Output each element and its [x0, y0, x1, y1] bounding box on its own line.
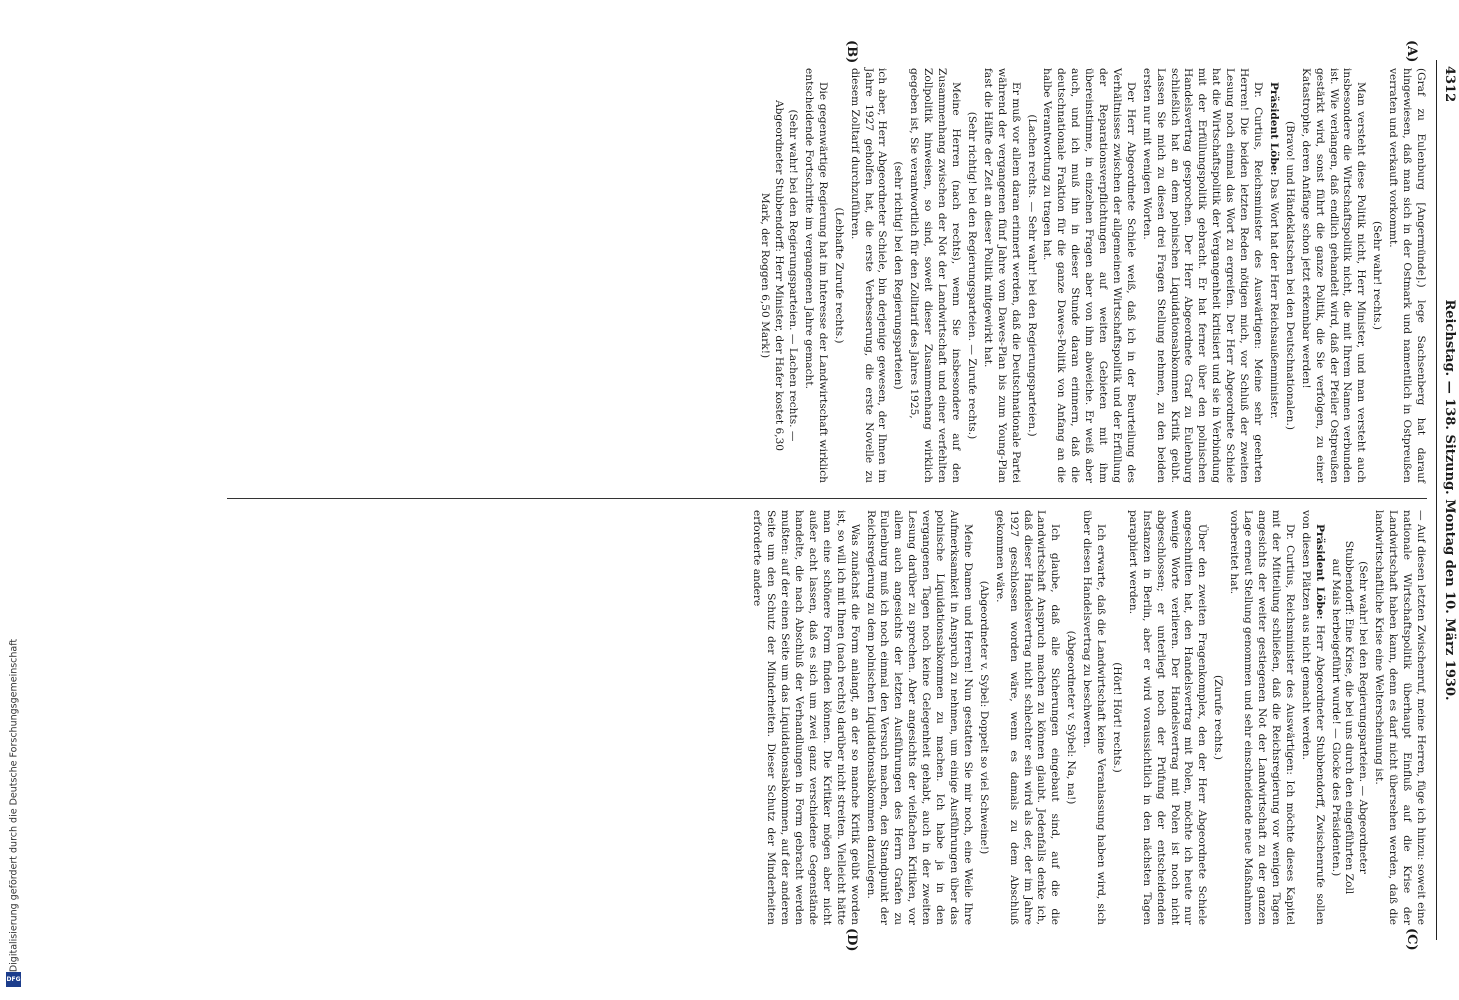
interjection: (Sehr wahr! bei den Regierungsparteien. — Abgeordneter Stubbendorff: Eine Krise, die bei uns durch den eingeführten Zoll auf Mais herbeigeführt wurde! — Glocke des Präsidenten.) — [1329, 540, 1370, 895]
interjection: (Sehr wahr! rechts.) — [1371, 220, 1384, 331]
interjection: (Bravo! und Händeklatschen bei den Deutschnationalen.) — [1283, 121, 1296, 430]
interjection: (Zurufe rechts.) — [1212, 674, 1225, 761]
page-header — [1436, 60, 1459, 940]
interjection: (Sehr richtig! bei den Regierungsparteien. — Zurufe rechts.) — [965, 111, 978, 440]
speaker-name: Präsident Löbe: — [1313, 524, 1326, 620]
speech-text: Herr Abgeordneter Stubbendorff, Zwischenrufe sollen von diesen Plätzen aus nicht gemacht werden. — [1299, 510, 1326, 925]
page-title: Reichstag. — 138. Sitzung. Montag den 10. März 1930. — [1442, 299, 1457, 701]
interjection: (Abgeordneter v. Sybel: Doppelt so viel Schweine!) — [977, 580, 990, 855]
margin-marker-c: (C) — [1404, 928, 1419, 951]
paragraph: Man versteht diese Politik nicht, Herr Minister, und man versteht auch insbesondere die Wirtschaftspolitik nicht, die mit Ihrem Namen verbunden ist. Wie verlangen, daß endlich gehandelt wird, daß der Pfeiler Ostpreußen gestärkt wird, sonst führt die ganze Politik, die Sie verfolgen, zu einer Katastrophe, deren Anfänge schon jetzt erkennbar werden! — [1299, 68, 1368, 483]
paragraph: Der Herr Abgeordnete Schiele weiß, daß ich in der Beurteilung des Verhältnisses zwischen der allgemeinen Wirtschaftspolitik und der Erfüllung der Reparationsverpflichtungen auf weiten Gebieten mit ihm übereinstimme, in einzelnen Fragen aber von ihm abweiche. Er weiß aber auch, und ich muß ihn in dieser Stunde daran erinnern, daß die deutschnationale Fraktion für die ganze Dawes-Politik von Anfang an die halbe Verantwortung zu tragen hat. — [1041, 68, 1137, 483]
interjection: (Abgeordneter v. Sybel: Na, na!) — [1065, 630, 1078, 805]
paragraph: Meine Herren (nach rechts), wenn Sie insbesondere auf den Zusammenhang zwischen der Not der Landwirtschaft und einer verfehlten Zollpolitik hinweisen, so sind, soweit dieser Zusammenhang wirklich gegeben ist, Sie verantwortlich für den Zolltarif des Jahres 1925, — [908, 68, 962, 483]
speech-text: Das Wort hat der Herr Reichsaußenminister. — [1267, 178, 1280, 419]
margin-marker-d: (D) — [844, 928, 859, 952]
digitization-credit: Digitalisierung gefördert durch die Deutsche Forschungsgemeinschaft — [8, 638, 20, 973]
paragraph — [1298, 510, 1326, 925]
right-column — [747, 510, 1427, 925]
paragraph: — Auf diesen letzten Zwischenruf, meine Herren, füge ich hinzu: soweit eine nationale Wirtschaftspolitik überhaupt Einfluß auf die Krise der Landwirtschaft haben kann, denn es darf nicht übersehen werden, daß die landwirtschaftliche Krise eine Welterscheinung ist. — [1373, 510, 1427, 925]
paragraph: Über den zweiten Fragenkomplex, den der Herr Abgeordnete Schiele angeschnitten hat, den Handelsvertrag mit Polen, möchte ich heute nur wenige Worte verlieren. Der Handelsvertrag mit Polen ist noch nicht abgeschlossen; er unterliegt noch der Prüfung der entscheidenden Instanzen in Berlin, aber er wird voraussichtlich in den nächsten Tagen paraphiert werden. — [1126, 510, 1209, 925]
dfg-logo: DFG — [6, 972, 21, 987]
interjection: (Hört! Hört! rechts.) — [1110, 662, 1123, 773]
left-column — [755, 68, 1427, 483]
paragraph: Was zunächst die Form anlangt, an der so manche Kritik geübt worden ist, so will ich mit Ihnen (nach rechts) darüber nicht streiten. Vielleicht hätte man eine schönere Form finden können. Die Kritiker mögen aber nicht außer acht lassen, daß es sich um zwei ganz verschiedene Gegenstände handelte, die nach Abschluß der Verhandlungen in Form gebracht werden mußten: auf der einen Seite um das Liquidationsabkommen, auf der anderen Seite um den Schutz der Minderheiten. Dieser Schutz der Minderheiten erforderte andere — [751, 510, 861, 925]
speaker-name: Präsident Löbe: — [1267, 82, 1280, 176]
paragraph: Ich glaube, daß alle Sicherungen eingebaut sind, auf die die Landwirtschaft Anspruch machen zu können glaubt. Jedenfalls denke ich, daß dieser Handelsvertrag nicht schlechter sein wird als der, der im Jahre 1927 geschlossen worden wäre, wenn es damals zu dem Abschluß gekommen wäre. — [993, 510, 1062, 925]
paragraph — [1266, 68, 1280, 483]
paragraph: Dr. Curtius, Reichsminister des Auswärtigen: Meine sehr geehrten Herren! Die beiden letzten Reden nötigen mich, vor Schluß der zweiten Lesung noch einmal das Wort zu ergreifen. Der Herr Abgeordnete Schiele hat die Wirtschaftspolitik der Vergangenheit kritisiert und sie in Verbindung mit der Erfüllungspolitik gebracht. Er hat ferner über den polnischen Handelsvertrag gesprochen. Der Herr Abgeordnete Graf zu Eulenburg schließlich hat an dem polnischen Liquidationsabkommen Kritik geübt. Lassen Sie mich zu diesen drei Fragen Stellung nehmen, zu den beiden ersten nur mit wenigen Worten. — [1140, 68, 1265, 483]
paragraph: Ich erwarte, daß die Landwirtschaft keine Veranlassung haben wird, sich über diesen Handelsvertrag zu beschweren. — [1081, 510, 1108, 925]
page-number: 4312 — [1442, 66, 1457, 103]
interjection: (sehr richtig! bei den Regierungsparteien) — [892, 161, 905, 390]
paragraph: Er muß vor allem daran erinnert werden, daß die Deutschnationale Partei während der vergangenen fünf Jahre vom Dawes-Plan bis zum Young-Plan fast die Hälfte der Zeit an dieser Politik mitgewirkt hat. — [981, 68, 1022, 483]
rotated-page — [209, 40, 1459, 952]
digitization-footer — [4, 630, 24, 990]
interjection: (Lachen rechts. — Sehr wahr! bei den Regierungsparteien.) — [1025, 114, 1038, 437]
interjection: (Sehr wahr! bei den Regierungsparteien. — Lachen rechts. — Abgeordneter Stubbendorff: Herr Minister, der Hafer kostet 6,30 Mark, der Roggen 6,50 Mark!) — [759, 99, 800, 452]
paragraph: Meine Damen und Herren! Nun gestatten Sie mir noch, eine Weile Ihre Aufmerksamkeit in Anspruch zu nehmen, um einige Ausführungen über das polnische Liquidationsabkommen zu machen. Ich habe ja in den vergangenen Tagen noch keine Gelegenheit gehabt, auch in der zweiten Lesung darüber zu sprechen. Aber angesichts der vielfachen Kritiken, vor allem auch angesichts der letzten Ausführungen des Herrn Grafen zu Eulenburg muß ich noch einmal den Versuch machen, den Standpunkt der Reichsregierung zu dem polnischen Liquidationsabkommen darzulegen. — [864, 510, 974, 925]
paragraph: ich aber, Herr Abgeordneter Schiele, bin derjenige gewesen, der Ihnen im Jahre 1927 geholfen hat, die erste Verbesserung, die erste Novelle zu diesem Zolltarif durchzuführen. — [848, 68, 889, 483]
paragraph: Dr. Curtius, Reichsminister des Auswärtigen: Ich möchte dieses Kapitel mit der Mitteilung schließen, daß die Reichsregierung vor wenigen Tagen angesichts der weiter gestiegenen Not der Landwirtschaft zu der ganzen Lage erneut Stellung genommen und sehr einschneidende neue Maßnahmen vorbereitet hat. — [1228, 510, 1296, 925]
paragraph: (Graf zu Eulenburg [Angermünde].) lege Sachsenberg hat darauf hingewiesen, daß man sich in der Ostmark und namentlich in Ostpreußen verraten und verkauft vorkommt. — [1387, 68, 1427, 483]
column-divider — [227, 498, 1427, 499]
margin-marker-a: (A) — [1404, 40, 1419, 63]
paragraph: Die gegenwärtige Regierung hat im Interesse der Landwirtschaft wirklich entscheidende Fortschritte im vergangenen Jahre gemacht. — [802, 68, 829, 483]
interjection: (Lebhafte Zurufe rechts.) — [832, 207, 845, 344]
margin-marker-b: (B) — [844, 40, 859, 64]
